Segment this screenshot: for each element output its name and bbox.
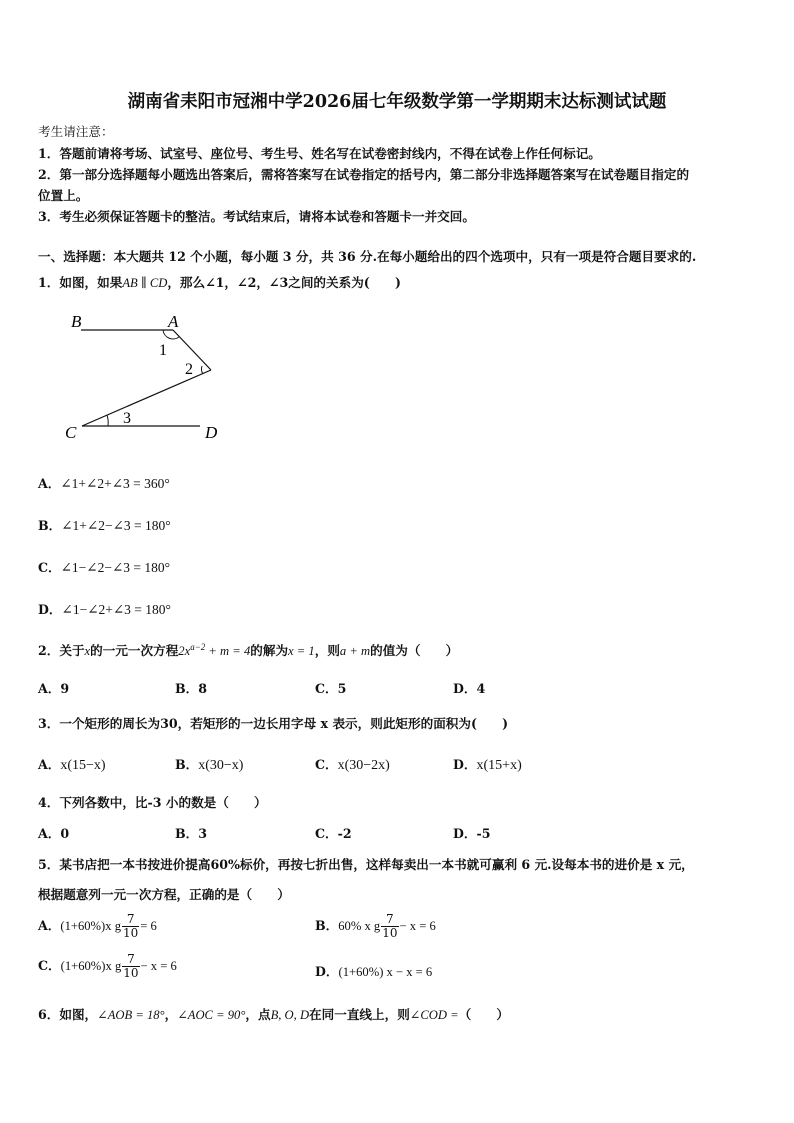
label-c: C (65, 423, 77, 442)
q6-points: B, O, D (270, 1008, 310, 1022)
question-2-stem (38, 640, 458, 659)
question-5-line-1: 5．某书店把一本书按进价提高60%标价，再按七折出售，这样每卖出一本书就可赢利 6 元.设每本书的进价是 x 元， (38, 857, 694, 872)
notice-item-3: 3．考生必须保证答题卡的整洁。考试结束后，请将本试卷和答题卡一并交回。 (38, 209, 475, 224)
q3-option-c[interactable] (315, 754, 390, 774)
page-title: 湖南省耒阳市冠湘中学2026届七年级数学第一学期期末达标测试试题 (127, 92, 667, 112)
segment-vertex-c (82, 370, 211, 426)
q2-text-4: ，则 (314, 643, 340, 658)
q4-option-b[interactable]: B．3 (175, 826, 208, 841)
fraction-numerator: 7 (122, 913, 139, 927)
label-angle-3: 3 (123, 410, 131, 427)
label-angle-2: 2 (185, 361, 193, 378)
question-5-line-2: 根据题意列一元一次方程，正确的是（ ） (38, 887, 290, 902)
q2-option-b[interactable]: B．8 (175, 681, 208, 696)
question-6-stem (38, 1004, 509, 1023)
option-expr-post: − x = 6 (140, 959, 177, 973)
q1-option-b[interactable] (38, 515, 171, 534)
q2-text-5: 的值为（ ） (370, 643, 459, 658)
fraction-denominator: 10 (123, 926, 139, 940)
angle-2-arc (201, 366, 203, 374)
option-expr: x(30−x) (198, 758, 244, 773)
section-heading: 一、选择题：本大题共 12 个小题，每小题 3 分，共 36 分.在每小题给出的四个选项中，只有一项是符合题目要求的. (38, 249, 697, 264)
notice-item-1: 1．答题前请将考场、试室号、座位号、考生号、姓名写在试卷密封线内，不得在试卷上作任何标记。 (38, 146, 601, 161)
q2-text-2: 的一元一次方程 (90, 643, 179, 658)
option-label: B． (38, 518, 62, 533)
option-expr: x(15−x) (60, 758, 106, 773)
fraction (122, 913, 139, 940)
angle-3-arc (107, 415, 108, 426)
option-label: D． (38, 602, 62, 617)
q6-text-1: 6．如图， (38, 1007, 98, 1022)
notice-item-2: 2．第一部分选择题每小题选出答案后，需将答案写在试卷指定的括号内，第二部分非选择题答案写在试卷题目指定的 (38, 167, 690, 182)
option-expr: ∠1+∠2+∠3 = 360° (60, 476, 170, 491)
q3-option-a[interactable] (38, 754, 106, 774)
q2-solution: x = 1 (288, 644, 315, 658)
option-label: D． (453, 757, 477, 772)
eq-base: 2x (178, 644, 191, 658)
q6-angle-aob: ∠AOB = 18° (97, 1008, 165, 1022)
q1-figure (55, 308, 235, 448)
q2-option-a[interactable]: A．9 (38, 681, 70, 696)
option-expr-pre: (1+60%)x g (60, 919, 121, 933)
option-expr-post: − x = 6 (399, 919, 436, 933)
option-expr: ∠1−∠2−∠3 = 180° (60, 560, 171, 575)
fraction-numerator: 7 (381, 913, 398, 927)
q2-sum-expr: a + m (339, 644, 371, 658)
q2-option-d[interactable]: D．4 (453, 681, 486, 696)
q2-text-1: 2．关于 (38, 643, 85, 658)
q1-option-a[interactable] (38, 473, 170, 492)
q3-option-d[interactable] (453, 754, 522, 774)
option-expr: x(15+x) (476, 758, 522, 773)
option-label: A． (38, 476, 61, 491)
option-label: C． (315, 757, 338, 772)
question-4-stem: 4．下列各数中，比-3 小的数是（ ） (38, 795, 267, 810)
q4-option-d[interactable]: D．-5 (453, 826, 491, 841)
q5-option-a[interactable] (38, 913, 157, 940)
notice-item-2-cont: 位置上。 (38, 188, 89, 203)
option-label: A． (38, 918, 61, 933)
label-angle-1: 1 (159, 342, 167, 359)
q1-prefix: 1．如图，如果 (38, 275, 123, 290)
q6-angle-aoc: ∠AOC = 90° (177, 1008, 246, 1022)
fraction (122, 953, 139, 980)
option-label: C． (38, 560, 61, 575)
option-label: C． (38, 958, 61, 973)
fraction-denominator: 10 (123, 966, 139, 980)
label-b: B (71, 312, 82, 331)
q6-text-3: ，点 (245, 1007, 271, 1022)
option-expr: x(30−2x) (337, 758, 390, 773)
q1-parallel-expr: AB ∥ CD (122, 276, 168, 290)
q2-var-x: x (84, 644, 91, 658)
fraction-denominator: 10 (382, 926, 398, 940)
q1-option-d[interactable] (38, 599, 171, 618)
label-a: A (168, 312, 179, 331)
question-1-stem (38, 272, 401, 291)
question-3-stem: 3．一个矩形的周长为30，若矩形的一边长用字母 x 表示，则此矩形的面积为( ) (38, 716, 509, 731)
option-expr-pre: 60% x g (338, 919, 381, 933)
q5-option-b[interactable] (315, 913, 436, 940)
label-d: D (205, 423, 218, 442)
eq-exponent: a−2 (190, 641, 206, 652)
q2-option-c[interactable]: C．5 (315, 681, 347, 696)
q6-text-2: ， (164, 1007, 178, 1022)
q2-equation (178, 641, 251, 658)
option-label: D． (315, 964, 339, 979)
notice-heading: 考生请注意： (38, 124, 114, 139)
option-label: A． (38, 757, 61, 772)
fraction (381, 913, 398, 940)
eq-rest: + m = 4 (205, 644, 251, 658)
option-expr-post: = 6 (140, 919, 157, 933)
option-expr-pre: (1+60%)x g (60, 959, 122, 973)
q6-angle-cod: ∠COD = (409, 1008, 459, 1022)
option-expr: ∠1−∠2+∠3 = 180° (61, 602, 171, 617)
q4-option-a[interactable]: A．0 (38, 826, 70, 841)
option-label: B． (315, 918, 339, 933)
option-expr: ∠1+∠2−∠3 = 180° (61, 518, 171, 533)
option-expr: (1+60%) x − x = 6 (338, 965, 433, 979)
q3-option-b[interactable] (175, 754, 243, 774)
q5-option-d[interactable] (315, 961, 432, 980)
q2-text-3: 的解为 (250, 643, 289, 658)
q6-text-5: （ ） (458, 1007, 509, 1022)
q5-option-c[interactable] (38, 953, 177, 980)
q1-stem-tail: ，那么∠1，∠2，∠3之间的关系为( ) (167, 275, 401, 290)
q6-text-4: 在同一直线上，则 (309, 1007, 410, 1022)
q4-option-c[interactable]: C．-2 (315, 826, 352, 841)
option-label: B． (175, 757, 199, 772)
q1-option-c[interactable] (38, 557, 170, 576)
fraction-numerator: 7 (122, 953, 139, 967)
